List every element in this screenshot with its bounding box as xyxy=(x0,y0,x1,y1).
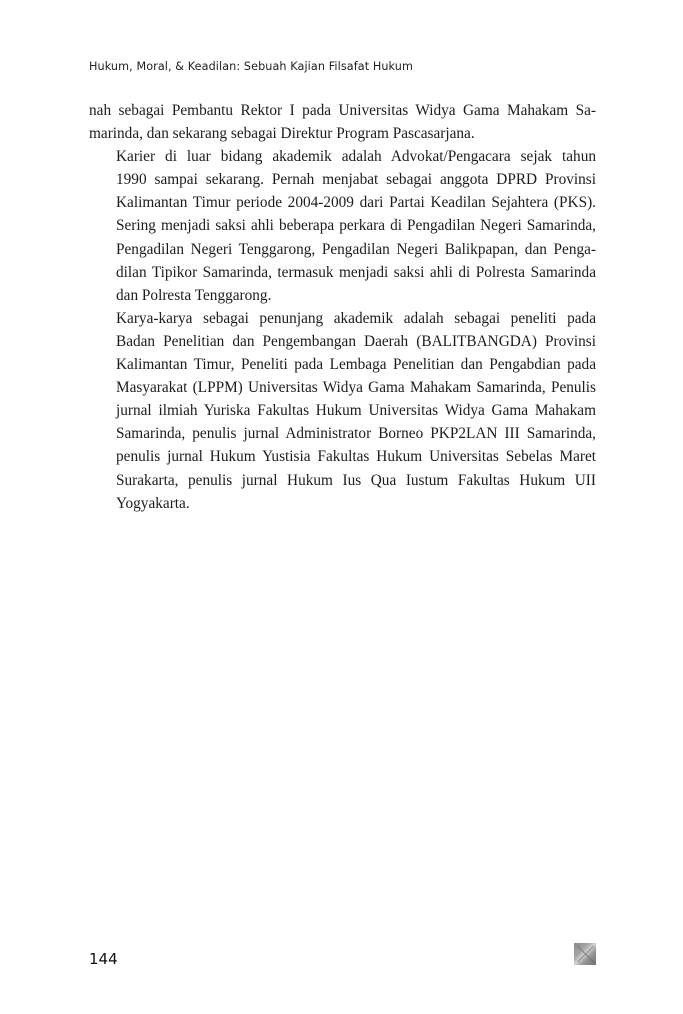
paragraph-2 xyxy=(89,145,596,307)
text-line: Yogyakarta. xyxy=(116,494,190,512)
text-line: dan Polresta Tenggarong. xyxy=(116,286,272,304)
text-line: Badan Penelitian dan Pengembangan Daerah (BALITBANGDA) Provinsi xyxy=(116,332,596,350)
text-line: Karier di luar bidang akademik adalah Advokat/Pengacara sejak tahun xyxy=(116,148,596,166)
text-line: dilan Tipikor Samarinda, termasuk menjadi saksi ahli di Polresta Samarinda xyxy=(116,263,596,281)
text-line: Kalimantan Timur, Peneliti pada Lembaga Penelitian dan Pengabdian pada xyxy=(116,356,596,374)
paragraph-1 xyxy=(89,99,596,145)
text-line: Karya-karya sebagai penunjang akademik adalah sebagai peneliti pada xyxy=(116,309,596,327)
text-line: Samarinda, penulis jurnal Administrator Borneo PKP2LAN III Samarinda, xyxy=(116,425,596,443)
page-number: 144 xyxy=(89,950,118,968)
text-line: Masyarakat (LPPM) Universitas Widya Gama Mahakam Samarinda, Penulis xyxy=(116,379,596,397)
body-text xyxy=(89,99,596,515)
text-line: Pengadilan Negeri Tenggarong, Pengadilan Negeri Balikpapan, dan Penga- xyxy=(116,240,596,258)
text-line: nah sebagai Pembantu Rektor I pada Universitas Widya Gama Mahakam Sa- xyxy=(89,102,596,119)
text-line: Kalimantan Timur periode 2004-2009 dari Partai Keadilan Sejahtera (PKS). xyxy=(116,194,596,212)
text-line: penulis jurnal Hukum Yustisia Fakultas Hukum Universitas Sebelas Maret xyxy=(116,448,596,466)
text-line: 1990 sampai sekarang. Pernah menjabat sebagai anggota DPRD Provinsi xyxy=(116,171,596,189)
text-line: Sering menjadi saksi ahli beberapa perkara di Pengadilan Negeri Samarinda, xyxy=(116,217,596,235)
text-line: Surakarta, penulis jurnal Hukum Ius Qua Iustum Fakultas Hukum UII xyxy=(116,471,596,489)
text-line: marinda, dan sekarang sebagai Direktur Program Pascasarjana. xyxy=(89,125,475,143)
corner-ornament-icon xyxy=(574,943,596,965)
text-line: jurnal ilmiah Yuriska Fakultas Hukum Universitas Widya Gama Mahakam xyxy=(116,402,596,420)
paragraph-3 xyxy=(89,307,596,515)
running-header: Hukum, Moral, & Keadilan: Sebuah Kajian Filsafat Hukum xyxy=(89,60,413,73)
